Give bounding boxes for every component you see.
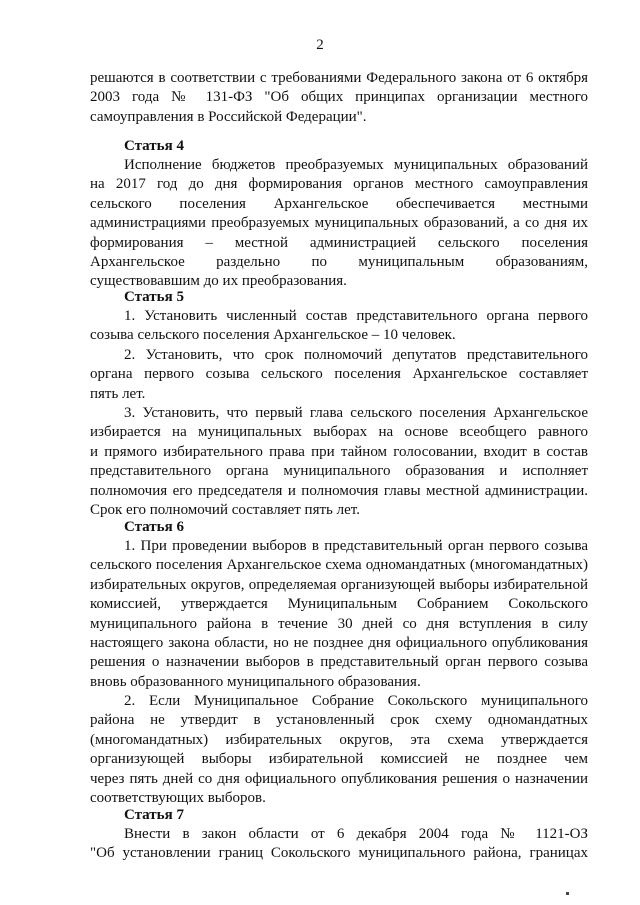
text-line: вновь образованного муниципального образования.: [90, 673, 421, 690]
article-7-heading: Статья 7: [124, 807, 184, 823]
text-line: избирается на муниципальных выборах на основе всеобщего равного: [90, 424, 588, 441]
text-line: созыва сельского поселения Архангельское – 10 человек.: [90, 327, 456, 344]
text-line: через пять дней со дня официального опубликования решения о назначении: [90, 770, 588, 787]
text-line: муниципального района в течение 30 дней со дня вступления в силу: [90, 615, 588, 632]
text-line: Внести в закон области от 6 декабря 2004 года № 1121-ОЗ: [124, 826, 588, 842]
scan-speck: [566, 892, 569, 895]
text-line: существовавшим до их преобразования.: [90, 273, 347, 290]
text-line: и прямого избирательного права при тайном голосовании, входит в состав: [90, 443, 588, 460]
text-line: "Об установлении границ Сокольского муниципального района, границах: [90, 845, 588, 862]
text-line: района не утвердит в установленный срок схему одномандатных: [90, 712, 588, 729]
text-line: (многомандатных) избирательных округов, эта схема утверждается: [90, 731, 588, 748]
page-number: 2: [316, 37, 324, 53]
article-6-paragraph-2: [90, 692, 588, 808]
text-line: 3. Установить, что первый глава сельского поселения Архангельское: [124, 405, 588, 421]
article-4-paragraph-1: [90, 156, 588, 292]
text-line: органа первого созыва сельского поселения Архангельское составляет: [90, 366, 588, 383]
intro-paragraph: [90, 69, 588, 127]
text-line: 2. Установить, что срок полномочий депутатов представительного: [124, 347, 588, 363]
text-line: формирования – местной администрацией сельского поселения: [90, 234, 588, 251]
text-line: Исполнение бюджетов преобразуемых муниципальных образований: [124, 157, 588, 173]
article-6-paragraph-1: [90, 537, 588, 692]
text-line: организующей выборы избирательной комиссией не позднее чем: [90, 751, 588, 768]
text-line: комиссией, утверждается Муниципальным Собранием Сокольского: [90, 596, 588, 613]
text-line: администрациями преобразуемых муниципальных образований, а со дня их: [90, 215, 588, 232]
article-5-paragraph-1: [90, 307, 588, 346]
text-line: решения о назначении выборов в представительный орган первого созыва: [90, 654, 588, 671]
text-line: 1. Установить численный состав представительного органа первого: [124, 308, 588, 324]
article-7-paragraph-1: [90, 825, 588, 864]
article-5-paragraph-2: [90, 346, 588, 404]
text-line: 2003 года № 131-ФЗ "Об общих принципах организации местного: [90, 89, 588, 106]
article-5-paragraph-3: [90, 404, 588, 520]
text-line: на 2017 год до дня формирования органов местного самоуправления: [90, 176, 588, 193]
text-line: Архангельское раздельно по муниципальным образованиям,: [90, 254, 588, 271]
text-line: 2. Если Муниципальное Собрание Сокольского муниципального: [124, 693, 588, 709]
text-line: решаются в соответствии с требованиями Федерального закона от 6 октября: [90, 70, 588, 86]
text-line: сельского поселения Архангельское схема одномандатных (многомандатных): [90, 557, 588, 574]
text-line: настоящего закона области, но не позднее дня официального опубликования: [90, 635, 588, 652]
article-4-heading: Статья 4: [124, 138, 184, 154]
text-line: Срок его полномочий составляет пять лет.: [90, 502, 360, 519]
text-line: соответствующих выборов.: [90, 790, 266, 807]
text-line: избирательных округов, определяемая организующей выборы избирательной: [90, 576, 588, 593]
text-line: пять лет.: [90, 385, 146, 402]
article-6-heading: Статья 6: [124, 519, 184, 535]
text-line: сельского поселения Архангельское обеспечивается местными: [90, 195, 588, 212]
text-line: 1. При проведении выборов в представительный орган первого созыва: [124, 538, 588, 554]
text-line: представительного органа муниципального образования и исполняет: [90, 463, 588, 480]
text-line: самоуправления в Российской Федерации".: [90, 108, 367, 125]
article-5-heading: Статья 5: [124, 289, 184, 305]
text-line: полномочия его председателя и полномочия главы местной администрации.: [90, 482, 588, 499]
